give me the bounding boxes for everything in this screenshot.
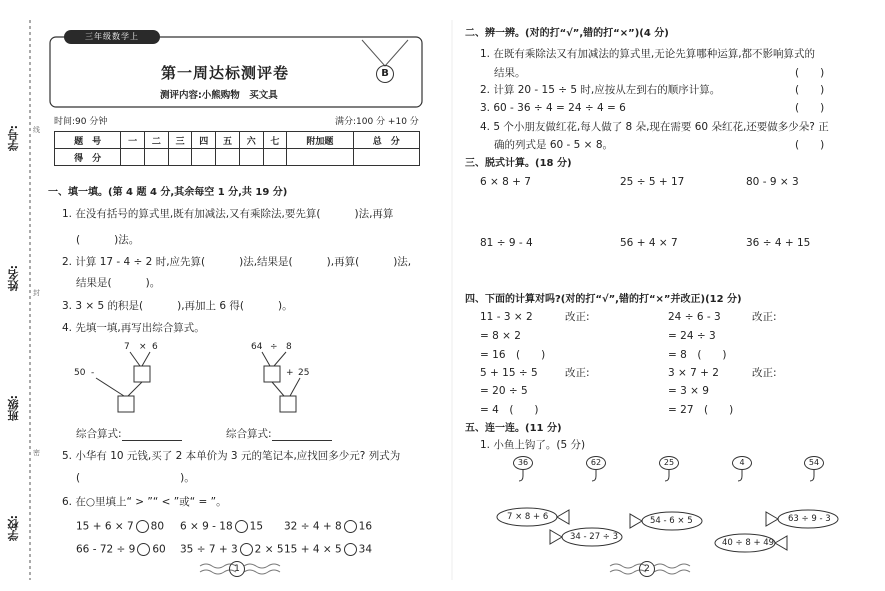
q-text: 1. 在没有括号的算式里,既有加减法,又有乘除法,要先算( bbox=[62, 208, 321, 220]
tree-number: 8 bbox=[286, 342, 292, 352]
table-cell: 总 分 bbox=[353, 132, 419, 149]
question-2 bbox=[62, 256, 411, 269]
compare-circle[interactable] bbox=[235, 520, 248, 533]
score-value-row bbox=[55, 149, 420, 166]
seal-mark: 密 bbox=[33, 449, 40, 457]
compare-item bbox=[180, 543, 284, 557]
judge-item-4-cont: 确的列式是 60 - 5 × 8。 bbox=[494, 139, 613, 151]
table-cell: 得 分 bbox=[55, 149, 121, 166]
compare-circle[interactable] bbox=[137, 543, 150, 556]
score-input-cell[interactable] bbox=[145, 149, 169, 166]
class-label: 班级: bbox=[7, 395, 20, 422]
q-text: ( bbox=[76, 472, 81, 484]
score-input-cell[interactable] bbox=[239, 149, 263, 166]
question-fish: 1. 小鱼上钩了。(5 分) bbox=[480, 439, 586, 451]
judge-item-1-cont: 结果。 bbox=[494, 67, 526, 79]
hook-number[interactable]: 62 bbox=[586, 456, 606, 470]
fish-expression[interactable]: 7 × 8 + 6 bbox=[507, 512, 549, 522]
fix-label: 改正: bbox=[752, 367, 777, 379]
q-text: 60 bbox=[152, 543, 166, 556]
q-text: 3. 3 × 5 的积是( bbox=[62, 300, 144, 312]
tree-number: 50 bbox=[74, 368, 86, 378]
q-text: ),再加上 6 得( bbox=[177, 300, 245, 312]
judge-paren[interactable]: ( ) bbox=[795, 67, 825, 79]
answer-line[interactable] bbox=[122, 430, 182, 441]
total-score: 满分:100 分 +10 分 bbox=[335, 117, 419, 127]
q-text: ),再算( bbox=[326, 256, 360, 268]
score-input-cell[interactable] bbox=[168, 149, 192, 166]
calc-item: 56 + 4 × 7 bbox=[620, 237, 678, 249]
judge-paren[interactable]: ( ) bbox=[795, 84, 825, 96]
answer-line[interactable] bbox=[272, 430, 332, 441]
q-text: )。 bbox=[278, 300, 293, 312]
table-cell: 题 号 bbox=[55, 132, 121, 149]
compare-circle[interactable] bbox=[136, 520, 149, 533]
tree-operator: ÷ bbox=[270, 342, 278, 352]
check-step: 3 × 7 + 2 bbox=[668, 367, 719, 379]
question-1-cont bbox=[76, 234, 139, 247]
calc-item: 81 ÷ 9 - 4 bbox=[480, 237, 533, 249]
judge-item-2: 2. 计算 20 - 15 ÷ 5 时,应按从左到右的顺序计算。 bbox=[480, 84, 721, 96]
tree-number: 7 bbox=[124, 342, 130, 352]
q-text: 32 ÷ 4 + 8 bbox=[284, 520, 342, 533]
grade-tag: 三年级数学上 bbox=[64, 30, 160, 44]
check-step: = 3 × 9 bbox=[668, 385, 709, 397]
section-5-heading: 五、连一连。(11 分) bbox=[465, 423, 562, 434]
q-text: 2 × 5 bbox=[254, 543, 284, 556]
hook-number[interactable]: 25 bbox=[659, 456, 679, 470]
check-step: 24 ÷ 6 - 3 bbox=[668, 311, 721, 323]
student-id-label: 学号: bbox=[7, 125, 20, 152]
compare-circle[interactable] bbox=[240, 543, 253, 556]
compare-item bbox=[180, 520, 263, 534]
check-step: 5 + 15 ÷ 5 bbox=[480, 367, 538, 379]
score-input-cell[interactable] bbox=[263, 149, 287, 166]
calc-item: 25 ÷ 5 + 17 bbox=[620, 176, 685, 188]
calc-item: 80 - 9 × 3 bbox=[746, 176, 799, 188]
q-text: )。 bbox=[145, 277, 161, 289]
fix-label: 改正: bbox=[565, 367, 590, 379]
judge-paren[interactable]: ( ) bbox=[795, 102, 825, 114]
judge-item-3: 3. 60 - 36 ÷ 4 = 24 ÷ 4 = 6 bbox=[480, 102, 626, 114]
page-number: 2 bbox=[639, 561, 655, 577]
score-table bbox=[54, 131, 420, 166]
check-step[interactable]: = 4 ( ) bbox=[480, 404, 539, 416]
check-step: = 20 ÷ 5 bbox=[480, 385, 528, 397]
section-4-heading: 四、下面的计算对吗?(对的打“√”,错的打“×”并改正)(12 分) bbox=[465, 294, 742, 305]
check-step[interactable]: = 8 ( ) bbox=[668, 349, 727, 361]
q-text: 2. 计算 17 - 4 ÷ 2 时,应先算( bbox=[62, 256, 206, 268]
question-4: 4. 先填一填,再写出综合算式。 bbox=[62, 322, 205, 334]
q-text: ( bbox=[76, 234, 81, 246]
fish-expression[interactable]: 40 ÷ 8 + 49 bbox=[722, 538, 775, 548]
combined-expression-1 bbox=[76, 428, 182, 441]
table-cell: 六 bbox=[239, 132, 263, 149]
q-text: 15 bbox=[249, 520, 264, 533]
judge-item-1: 1. 在既有乘除法又有加减法的算式里,无论先算哪种运算,都不影响算式的 bbox=[480, 48, 816, 60]
tree-operator: + bbox=[286, 368, 294, 378]
check-step[interactable]: = 27 ( ) bbox=[668, 404, 734, 416]
tree-operator: × bbox=[139, 342, 147, 352]
check-step: 11 - 3 × 2 bbox=[480, 311, 533, 323]
q-text: 综合算式: bbox=[76, 428, 122, 440]
q-text: 34 bbox=[358, 543, 373, 556]
table-cell: 二 bbox=[145, 132, 169, 149]
school-label: 学校: bbox=[7, 515, 20, 542]
score-header-row bbox=[55, 132, 420, 149]
q-text: )法,结果是( bbox=[239, 256, 293, 268]
page-title: 第一周达标测评卷 bbox=[161, 64, 290, 82]
q-text: 66 - 72 ÷ 9 bbox=[76, 543, 136, 556]
fix-label: 改正: bbox=[752, 311, 777, 323]
fish-expression[interactable]: 54 - 6 × 5 bbox=[650, 516, 693, 526]
q-text: 35 ÷ 7 + 3 bbox=[180, 543, 238, 556]
q-text: )。 bbox=[180, 472, 195, 484]
fish-expression[interactable]: 34 - 27 ÷ 3 bbox=[570, 532, 619, 542]
table-cell: 五 bbox=[216, 132, 240, 149]
tree-operator: - bbox=[91, 368, 95, 378]
judge-paren[interactable]: ( ) bbox=[795, 139, 825, 151]
q-text: )法。 bbox=[114, 234, 140, 246]
compare-item bbox=[284, 520, 372, 534]
check-step[interactable]: = 16 ( ) bbox=[480, 349, 546, 361]
tree-number: 6 bbox=[152, 342, 158, 352]
tree-number: 64 bbox=[251, 342, 263, 352]
question-5-cont bbox=[76, 472, 195, 485]
q-text: )法,再算 bbox=[354, 208, 394, 220]
table-cell: 一 bbox=[121, 132, 145, 149]
seal-mark: 封 bbox=[33, 289, 40, 297]
section-1-heading: 一、填一填。(第 4 题 4 分,其余每空 1 分,共 19 分) bbox=[48, 187, 288, 198]
score-input-cell[interactable] bbox=[287, 149, 353, 166]
table-cell: 四 bbox=[192, 132, 216, 149]
hook-number[interactable]: 4 bbox=[732, 456, 752, 470]
page-number: 1 bbox=[229, 561, 245, 577]
name-label: 姓名: bbox=[7, 265, 20, 292]
compare-item bbox=[76, 543, 166, 557]
compare-circle[interactable] bbox=[344, 520, 357, 533]
section-2-heading: 二、辨一辨。(对的打“√”,错的打“×”)(4 分) bbox=[465, 28, 669, 39]
score-input-cell[interactable] bbox=[216, 149, 240, 166]
question-5: 5. 小华有 10 元钱,买了 2 本单价为 3 元的笔记本,应找回多少元? 列式为 bbox=[62, 450, 401, 462]
calc-item: 36 ÷ 4 + 15 bbox=[746, 237, 811, 249]
q-text: 80 bbox=[150, 520, 165, 533]
tree-number: 25 bbox=[298, 368, 310, 378]
q-text: 综合算式: bbox=[226, 428, 272, 440]
score-input-cell[interactable] bbox=[353, 149, 419, 166]
check-step: = 24 ÷ 3 bbox=[668, 330, 716, 342]
compare-item bbox=[284, 543, 372, 557]
fish-expression[interactable]: 63 ÷ 9 - 3 bbox=[788, 514, 831, 524]
table-cell: 七 bbox=[263, 132, 287, 149]
hook-number[interactable]: 54 bbox=[804, 456, 824, 470]
q-text: 15 + 6 × 7 bbox=[76, 520, 134, 533]
time-limit: 时间:90 分钟 bbox=[54, 117, 108, 127]
seal-mark: 线 bbox=[33, 126, 40, 134]
question-2-cont bbox=[76, 277, 160, 290]
compare-circle[interactable] bbox=[344, 543, 357, 556]
score-input-cell[interactable] bbox=[121, 149, 145, 166]
check-step: = 8 × 2 bbox=[480, 330, 521, 342]
question-1 bbox=[62, 208, 393, 221]
q-text: 15 + 4 × 5 bbox=[284, 543, 342, 556]
section-3-heading: 三、脱式计算。(18 分) bbox=[465, 158, 572, 169]
score-input-cell[interactable] bbox=[192, 149, 216, 166]
q-text: 结果是( bbox=[76, 277, 112, 289]
q-text: 16 bbox=[358, 520, 373, 533]
compare-item bbox=[76, 520, 164, 534]
hook-number[interactable]: 36 bbox=[513, 456, 533, 470]
q-text: )法, bbox=[393, 256, 412, 268]
table-cell: 附加题 bbox=[287, 132, 353, 149]
page-subtitle: 测评内容:小熊购物 买文具 bbox=[160, 90, 278, 101]
calc-item: 6 × 8 + 7 bbox=[480, 176, 531, 188]
question-3 bbox=[62, 300, 293, 313]
judge-item-4: 4. 5 个小朋友做红花,每人做了 8 朵,现在需要 60 朵红花,还要做多少朵? 正 bbox=[480, 121, 829, 133]
fix-label: 改正: bbox=[565, 311, 590, 323]
q-text: 6 × 9 - 18 bbox=[180, 520, 233, 533]
combined-expression-2 bbox=[226, 428, 332, 441]
table-cell: 三 bbox=[168, 132, 192, 149]
level-badge: B bbox=[376, 65, 394, 83]
question-6: 6. 在○里填上“ > ”“ < ”或“ = ”。 bbox=[62, 496, 227, 508]
